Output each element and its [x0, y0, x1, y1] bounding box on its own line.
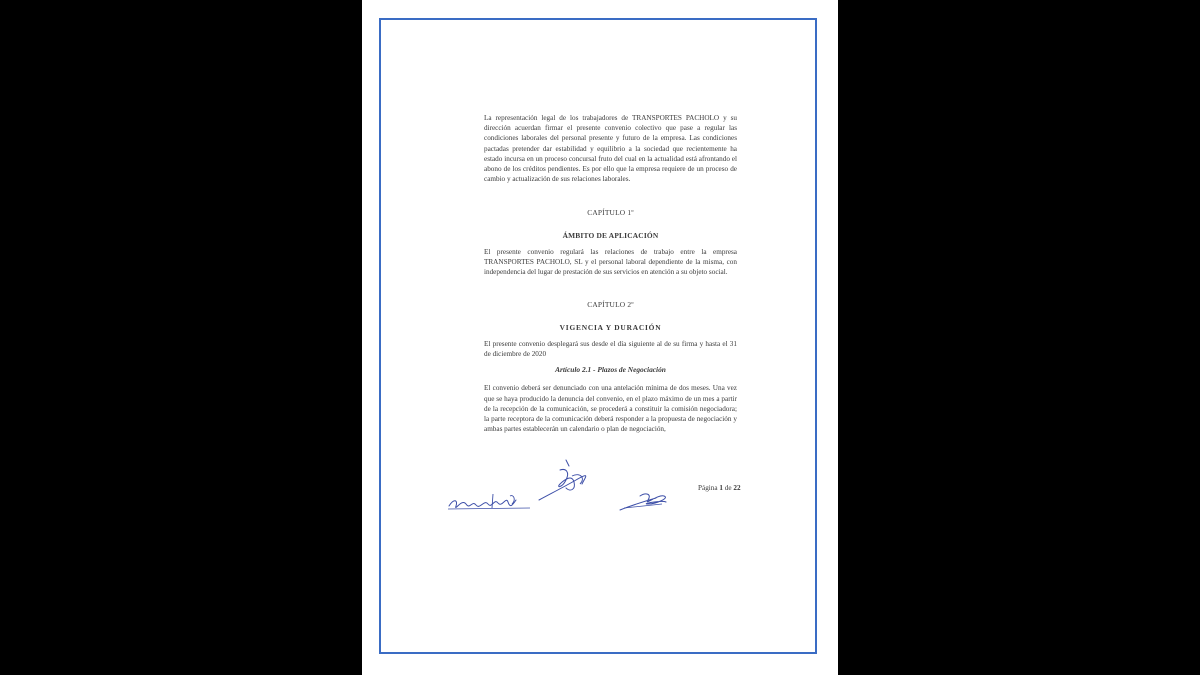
chapter-2-title: VIGENCIA Y DURACIÓN	[559, 322, 662, 332]
signature-left	[446, 490, 536, 516]
chapter-1-title: ÁMBITO DE APLICACIÓN	[562, 230, 659, 240]
article-2-1-paragraph: El convenio deberá ser denunciado con una antelación mínima de dos meses. Una vez que se haya producido la denuncia del convenio, en el plazo máximo de un mes a partir de la recepción de la comunicación, se procederá a constituir la comisión negociadora; la parte receptora de la comunicación deberá responder a la propuesta de negociación y ambas partes establecerán un calendario o plan de negociación,	[484, 384, 737, 434]
chapter-1-paragraph: El presente convenio regulará las relaciones de trabajo entre la empresa TRANSPORTES PACHOLO, SL y el personal laboral dependiente de la misma, con independencia del lugar de prestación de sus servicios en atención a su objeto social.	[484, 247, 737, 277]
chapter-2-number: CAPÍTULO 2º	[587, 300, 634, 310]
intro-paragraph: La representación legal de los trabajadores de TRANSPORTES PACHOLO y su dirección acuerdan firmar el presente convenio colectivo que pase a regular las condiciones laborales del personal presente y futuro de la empresa. Las condiciones pactadas pretender dar estabilidad y equilibrio a la sociedad que recientemente ha estado incursa en un proceso concursal fruto del cual en la actualidad está afrontando el abono de los créditos pendientes. Es por ello que la empresa requiere de un proceso de cambio y actualización de sus relaciones laborales.	[484, 114, 737, 184]
page-label: Página	[698, 484, 718, 492]
document-body	[484, 113, 737, 434]
page-number	[698, 484, 741, 492]
page-of: de	[724, 484, 732, 492]
signature-right	[618, 488, 670, 514]
chapter-2-paragraph: El presente convenio desplegará sus desde el día siguiente al de su firma y hasta el 31 de diciembre de 2020	[484, 339, 737, 359]
chapter-1-number: CAPÍTULO 1º	[587, 208, 634, 218]
page-current: 1	[719, 484, 723, 492]
page-total: 22	[733, 484, 741, 492]
article-2-1-title: Artículo 2.1 - Plazos de Negociación	[555, 365, 666, 375]
signature-center	[536, 458, 592, 504]
